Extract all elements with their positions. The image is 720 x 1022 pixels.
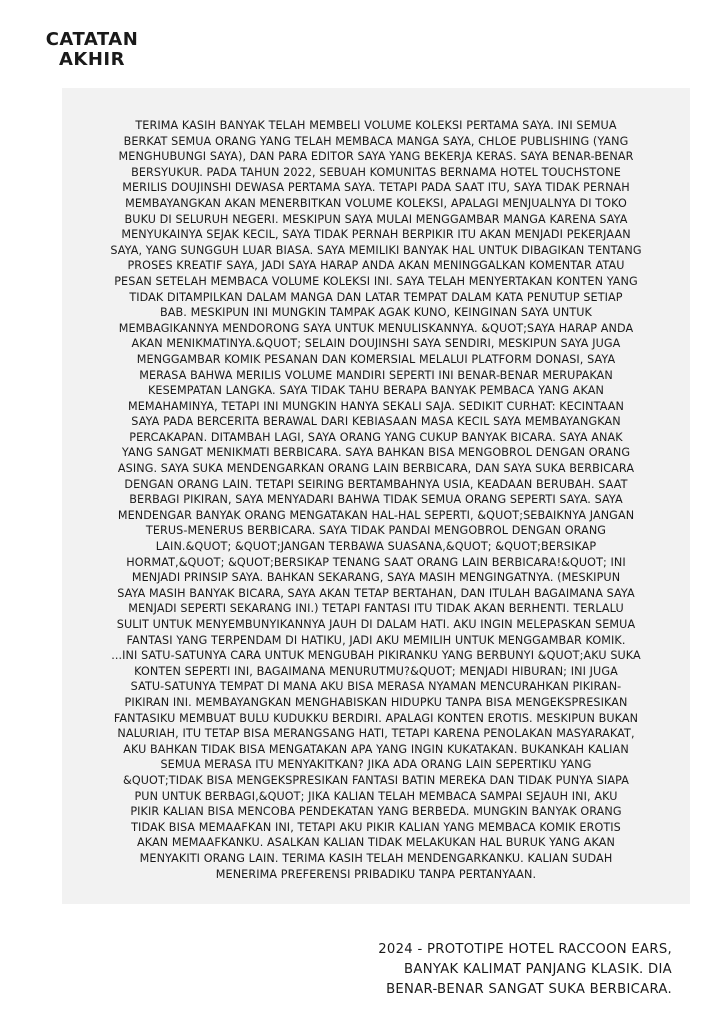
page-title bbox=[42, 30, 142, 70]
afterword-body: TERIMA KASIH BANYAK TELAH MEMBELI VOLUME KOLEKSI PERTAMA SAYA. INI SEMUA BERKAT SEMUA ORANG YANG TELAH MEMBACA MANGA SAYA, CHLOE PUBLISHING (YANG MENGHUBUNGI SAYA), DAN PARA EDITOR SAYA YANG BEKERJA KERAS. SAYA BENAR-BENAR BERSYUKUR. PADA TAHUN 2022, SEBUAH KOMUNITAS BERNAMA HOTEL TOUCHSTONE MERILIS DOUJINSHI DEWASA PERTAMA SAYA. TETAPI PADA SAAT ITU, SAYA TIDAK PERNAH MEMBAYANGKAN AKAN MENERBITKAN VOLUME KOLEKSI, APALAGI MENJUALNYA DI TOKO BUKU DI SELURUH NEGERI. MESKIPUN SAYA MULAI MENGGAMBAR MANGA KARENA SAYA MENYUKAINYA SEJAK KECIL, SAYA TIDAK PERNAH BERPIKIR ITU AKAN MENJADI PEKERJAAN SAYA, YANG SUNGGUH LUAR BIASA. SAYA MEMILIKI BANYAK HAL UNTUK DIBAGIKAN TENTANG PROSES KREATIF SAYA, JADI SAYA HARAP ANDA AKAN MENINGGALKAN KOMENTAR ATAU PESAN SETELAH MEMBACA VOLUME KOLEKSI INI. SAYA TELAH MENYERTAKAN KONTEN YANG TIDAK DITAMPILKAN DALAM MANGA DAN LATAR TEMPAT DALAM KATA PENUTUP SETIAP BAB. MESKIPUN INI MUNGKIN TAMPAK AGAK KUNO, KEINGINAN SAYA UNTUK MEMBAGIKANNYA MENDORONG SAYA UNTUK MENULISKANNYA. &QUOT;SAYA HARAP ANDA AKAN MENIKMATINYA.&QUOT; SELAIN DOUJINSHI SAYA SENDIRI, MESKIPUN SAYA JUGA MENGGAMBAR KOMIK PESANAN DAN KOMERSIAL MELALUI PLATFORM DONASI, SAYA MERASA BAHWA MERILIS VOLUME MANDIRI SEPERTI INI BENAR-BENAR MERUPAKAN KESEMPATAN LANGKA. SAYA TIDAK TAHU BERAPA BANYAK PEMBACA YANG AKAN MEMAHAMINYA, TETAPI INI MUNGKIN HANYA SEKALI SAJA. SEDIKIT CURHAT: KECINTAAN SAYA PADA BERCERITA BERAWAL DARI KEBIASAAN MASA KECIL SAYA MEMBAYANGKAN PERCAKAPAN. DITAMBAH LAGI, SAYA ORANG YANG CUKUP BANYAK BICARA. SAYA ANAK YANG SANGAT MENIKMATI BERBICARA. SAYA BAHKAN BISA MENGOBROL DENGAN ORANG ASING. SAYA SUKA MENDENGARKAN ORANG LAIN BERBICARA, DAN SAYA SUKA BERBICARA DENGAN ORANG LAIN. TETAPI SEIRING BERTAMBAHNYA USIA, KEADAAN BERUBAH. SAAT BERBAGI PIKIRAN, SAYA MENYADARI BAHWA TIDAK SEMUA ORANG SEPERTI SAYA. SAYA MENDENGAR BANYAK ORANG MENGATAKAN HAL-HAL SEPERTI, &QUOT;SEBAIKNYA JANGAN TERUS-MENERUS BERBICARA. SAYA TIDAK PANDAI MENGOBROL DENGAN ORANG LAIN.&QUOT; &QUOT;JANGAN TERBAWA SUASANA,&QUOT; &QUOT;BERSIKAP HORMAT,&QUOT; &QUOT;BERSIKAP TENANG SAAT ORANG LAIN BERBICARA!&QUOT; INI MENJADI PRINSIP SAYA. BAHKAN SEKARANG, SAYA MASIH MENGINGATNYA. (MESKIPUN SAYA MASIH BANYAK BICARA, SAYA AKAN TETAP BERTAHAN, DAN ITULAH BAGAIMANA SAYA MENJADI SEPERTI SEKARANG INI.) TETAPI FANTASI ITU TIDAK AKAN BERHENTI. TERLALU SULIT UNTUK MENYEMBUNYIKANNYA JAUH DI DALAM HATI. AKU INGIN MELEPASKAN SEMUA FANTASI YANG TERPENDAM DI HATIKU, JADI AKU MEMILIH UNTUK MENGGAMBAR KOMIK. ...INI SATU-SATUNYA CARA UNTUK MENGUBAH PIKIRANKU YANG BERBUNYI &QUOT;AKU SUKA KONTEN SEPERTI INI, BAGAIMANA MENURUTMU?&QUOT; MENJADI HIBURAN; INI JUGA SATU-SATUNYA TEMPAT DI MANA AKU BISA MERASA NYAMAN MENCURAHKAN PIKIRAN- PIKIRAN INI. MEMBAYANGKAN MENGHABISKAN HIDUPKU TANPA BISA MENGEKSPRESIKAN FANTASIKU MEMBUAT BULU KUDUKKU BERDIRI. APALAGI KONTEN EROTIS. MESKIPUN BUKAN NALURIAH, ITU TETAP BISA MERANGSANG HATI, TETAPI KARENA PENOLAKAN MASYARAKAT, AKU BAHKAN TIDAK BISA MENGATAKAN APA YANG INGIN KUKATAKAN. BUKANKAH KALIAN SEMUA MERASA ITU MENYAKITKAN? JIKA ADA ORANG LAIN SEPERTIKU YANG &QUOT;TIDAK BISA MENGEKSPRESIKAN FANTASI BATIN MEREKA DAN TIDAK PUNYA SIAPA PUN UNTUK BERBAGI,&QUOT; JIKA KALIAN TELAH MEMBACA SAMPAI SEJAUH INI, AKU PIKIR KALIAN BISA MENCOBA PENDEKATAN YANG BERBEDA. MUNGKIN BANYAK ORANG TIDAK BISA MEMAAFKAN INI, TETAPI AKU PIKIR KALIAN YANG MEMBACA KOMIK EROTIS AKAN MEMAAFKANKU. ASALKAN KALIAN TIDAK MELAKUKAN HAL BURUK YANG AKAN MENYAKITI ORANG LAIN. TERIMA KASIH TELAH MENDENGARKANKU. KALIAN SUDAH MENERIMA PREFERENSI PRIBADIKU TANPA PERTANYAAN. bbox=[110, 119, 642, 881]
signature-line-3: BENAR-BENAR SANGAT SUKA BERBICARA. bbox=[386, 982, 672, 997]
signature-line-2: BANYAK KALIMAT PANJANG KLASIK. DIA bbox=[404, 962, 672, 977]
author-signature bbox=[292, 940, 672, 1000]
page-title-line-2: AKHIR bbox=[58, 49, 125, 70]
page-title-line-1: CATATAN bbox=[45, 29, 139, 50]
signature-line-1: 2024 - PROTOTIPE HOTEL RACCOON EARS, bbox=[378, 942, 672, 957]
